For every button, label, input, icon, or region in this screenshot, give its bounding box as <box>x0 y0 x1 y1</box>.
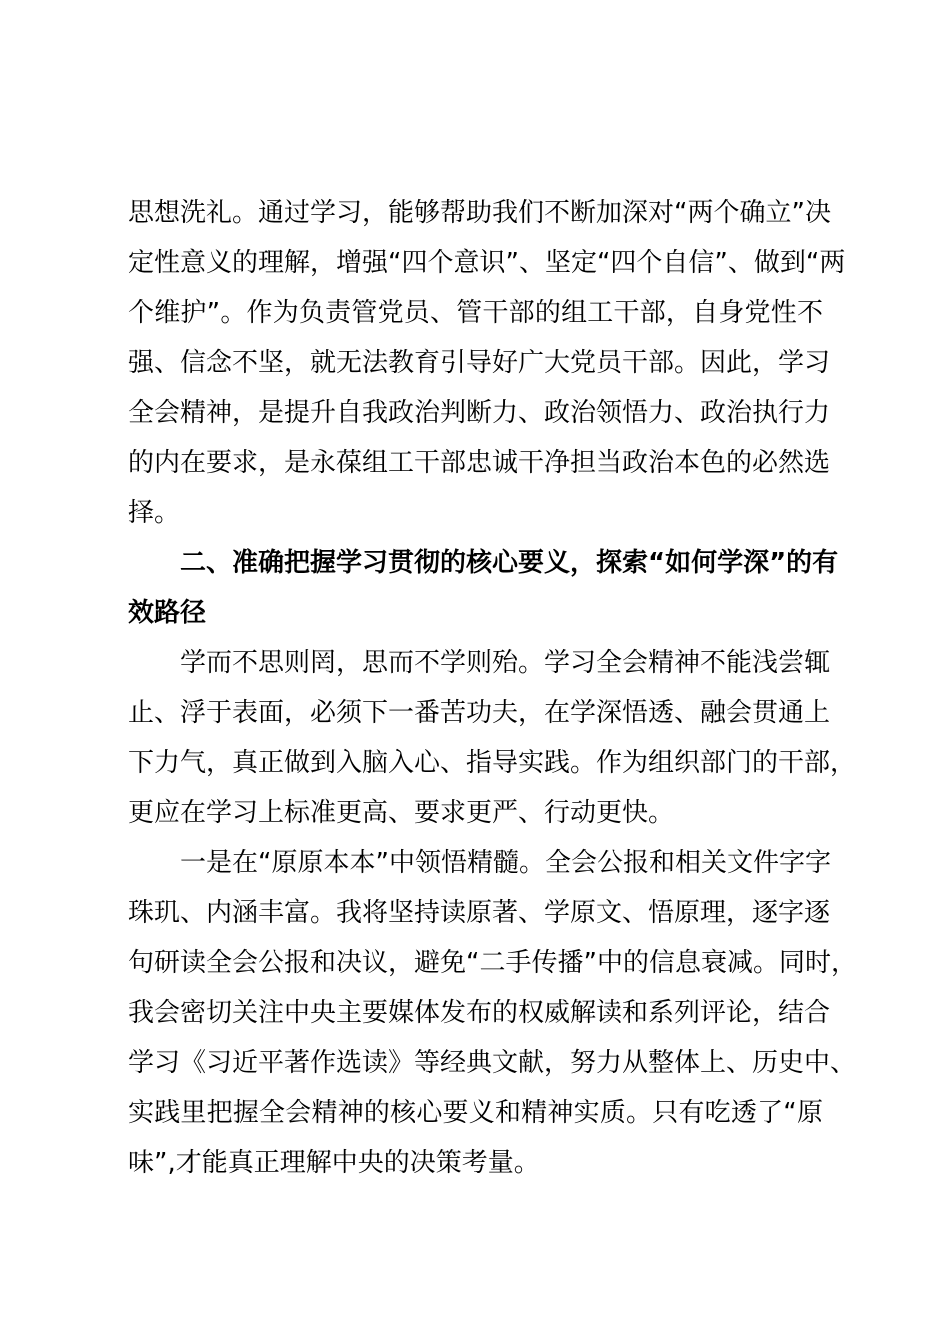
text-line: 的内在要求，是永葆组工干部忠诚干净担当政治本色的必然选 <box>128 448 831 478</box>
text-line: 思想洗礼。通过学习，能够帮助我们不断加深对“两个确立”决 <box>128 198 831 228</box>
text-line: 个维护”。作为负责管党员、管干部的组工干部，自身党性不 <box>128 298 823 328</box>
text-line: 珠玑、内涵丰富。我将坚持读原著、学原文、悟原理，逐字逐 <box>128 898 831 928</box>
body-paragraph <box>128 188 846 538</box>
text-line: 一是在“原原本本”中领悟精髓。全会公报和相关文件字字 <box>180 848 831 878</box>
text-line: 我会密切关注中央主要媒体发布的权威解读和系列评论，结合 <box>128 998 831 1028</box>
text-line: 学习《习近平著作选读》等经典文献，努力从整体上、历史中、 <box>128 1048 857 1078</box>
section-heading <box>128 538 839 638</box>
text-line: 全会精神，是提升自我政治判断力、政治领悟力、政治执行力 <box>128 398 831 428</box>
text-line: 句研读全会公报和决议，避免“二手传播”中的信息衰减。同时， <box>128 948 857 978</box>
text-line: 定性意义的理解，增强“四个意识”、坚定“四个自信”、做到“两 <box>128 248 846 278</box>
text-line: 更应在学习上标准更高、要求更严、行动更快。 <box>128 798 675 828</box>
text-line: 效路径 <box>128 598 207 628</box>
body-paragraph <box>128 638 857 838</box>
text-line: 止、浮于表面，必须下一番苦功夫，在学深悟透、融会贯通上 <box>128 698 831 728</box>
text-line: 二、准确把握学习贯彻的核心要义，探索“如何学深”的有 <box>180 548 839 578</box>
text-line: 择。 <box>128 498 181 528</box>
text-line: 学而不思则罔，思而不学则殆。学习全会精神不能浅尝辄 <box>180 648 831 678</box>
body-paragraph <box>128 838 857 1188</box>
text-line: 强、信念不坚，就无法教育引导好广大党员干部。因此，学习 <box>128 348 831 378</box>
text-line: 实践里把握全会精神的核心要义和精神实质。只有吃透了“原 <box>128 1098 823 1128</box>
document-page <box>128 188 857 1188</box>
text-line: 下力气，真正做到入脑入心、指导实践。作为组织部门的干部， <box>128 748 857 778</box>
text-line: 味”,才能真正理解中央的决策考量。 <box>128 1148 540 1178</box>
